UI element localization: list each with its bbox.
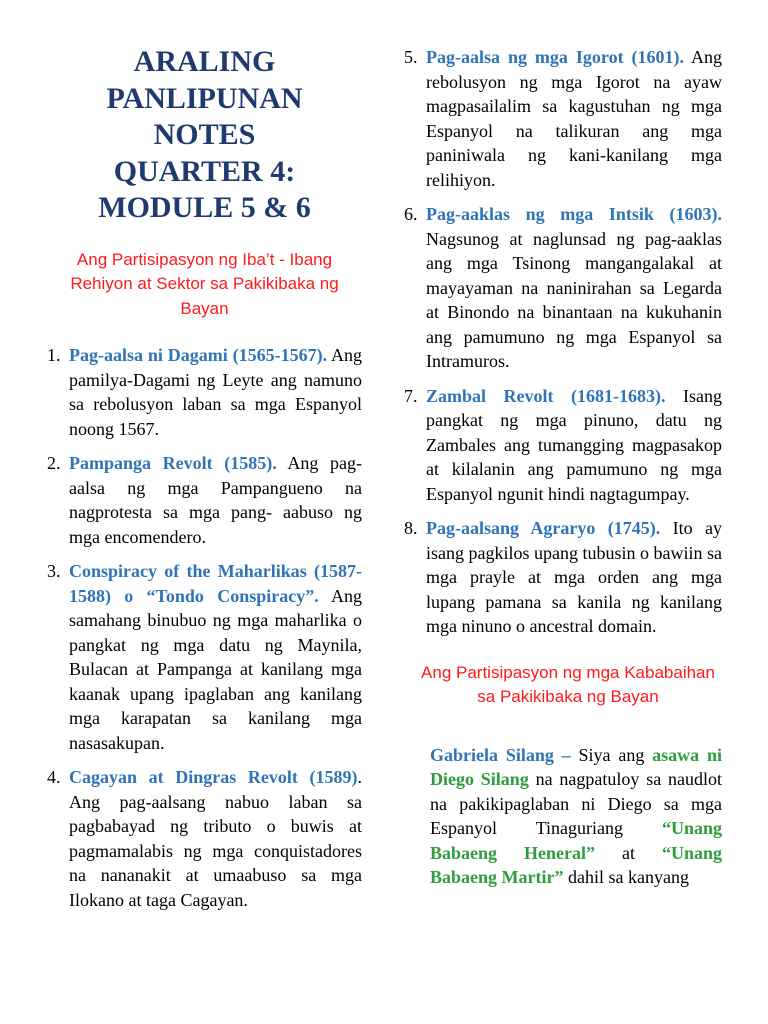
title-line: QUARTER 4:: [113, 154, 296, 188]
item-number: 5.: [404, 47, 418, 67]
item-number: 2.: [47, 453, 61, 473]
revolt-list-right: [404, 45, 722, 639]
section-heading-women: Ang Partisipasyon ng mga Kababaihan sa Pakikibaka ng Bayan: [421, 662, 715, 706]
bio-text: dahil sa kanyang: [563, 867, 689, 887]
list-item: [47, 451, 362, 549]
title-line: ARALING: [133, 45, 276, 78]
bio-text: na nagpatuloy sa naudlot na pakikipaglaban ni Diego sa mga Espanyol Tinaguriang: [430, 769, 722, 838]
item-title: Pag-aalsa ni Dagami (1565-1567).: [69, 345, 328, 365]
list-item: [404, 45, 722, 192]
gabriela-silang-paragraph: [430, 743, 722, 890]
item-text: Ang samahang binubuo ng mga maharlika o pangkat ng mga datu ng Maynila, Bulacan at Pampanga at kanilang mga kaanak upang ipaglaban ang kanilang mga karapatan sa kanilang mga nasasakupan.: [69, 585, 363, 753]
bio-text: Siya ang: [570, 744, 653, 765]
item-text: . Ang pag-aalsang nabuo laban sa pagbabayad ng tributo o buwis at pagmamalabis ng mga conquistadores na nananakit at umaabuso sa mga Ilokano at taga Cagayan.: [69, 767, 362, 910]
item-title: Pag-aaklas ng mga Intsik (1603).: [426, 204, 722, 224]
title-line: PANLIPUNAN: [106, 81, 303, 115]
right-column: [404, 0, 722, 890]
item-text: Ang pamilya-Dagami ng Leyte ang namuno sa rebolusyon laban sa mga Espanyol noong 1567.: [69, 345, 362, 439]
item-text: Ito ay isang pagkilos upang tubusin o bawiin sa mga prayle at mga orden ang mga lupang pamana sa kanila ng kanilang mga ninuno o ancestral domain.: [426, 518, 722, 636]
list-item: [404, 202, 722, 374]
item-number: 7.: [404, 385, 418, 406]
item-number: 1.: [47, 345, 61, 365]
item-text: Ang pag-aalsa ng mga Pampangueno na nagprotesta sa mga pang- aabuso ng mga encomendero.: [69, 453, 362, 547]
title-line: MODULE 5 & 6: [98, 191, 311, 224]
item-title: Pampanga Revolt (1585).: [69, 453, 277, 473]
item-text: Isang pangkat ng mga pinuno, datu ng Zambales ang tumangging magpasakop at kilalanin ang pamumuno ng mga Espanyol ngunit hindi nagtagumpay.: [426, 385, 722, 504]
list-item: [47, 343, 362, 441]
item-number: 6.: [404, 204, 418, 224]
item-number: 4.: [47, 767, 61, 787]
revolt-list-left: [47, 343, 362, 912]
left-column: [47, 0, 362, 922]
item-text: Nagsunog at naglunsad ng pag-aaklas ang mga Tsinong mangangalakal at mayayaman na naninirahan sa Legarda at Binondo na binantaan na kukuhanin ang pamumuno ng mga Espanyol sa Intramuros.: [426, 228, 722, 371]
item-title: Pag-aalsa ng mga Igorot (1601).: [426, 47, 685, 67]
item-number: 8.: [404, 518, 418, 538]
list-item: [404, 384, 722, 507]
item-text: Ang rebolusyon ng mga Igorot na ayaw magpasailalim sa kagustuhan ng mga Espanyol na talikuran ang mga paniniwala ng kani-kanilang mga relihiyon.: [426, 47, 722, 190]
item-title: Pag-aalsang Agraryo (1745).: [426, 518, 661, 538]
page-title: [47, 44, 362, 227]
bio-highlight: asawa ni Diego Silang: [430, 744, 722, 789]
list-item: [404, 516, 722, 639]
item-title: Cagayan at Dingras Revolt (1589): [69, 767, 358, 787]
bio-highlight: “Unang Babaeng Heneral”: [430, 818, 722, 863]
bio-text: at: [595, 842, 662, 863]
title-line: NOTES: [153, 118, 256, 151]
person-name: Gabriela Silang –: [430, 744, 571, 765]
list-item: [47, 559, 362, 755]
bio-highlight: “Unang Babaeng Martir”: [430, 842, 723, 887]
list-item: [47, 765, 362, 912]
item-title: Conspiracy of the Maharlikas (1587-1588) o “Tondo Conspiracy”.: [69, 561, 362, 606]
item-number: 3.: [47, 561, 61, 581]
item-title: Zambal Revolt (1681-1683).: [426, 385, 666, 406]
section-heading-regions: Ang Partisipasyon ng Iba’t - Ibang Rehiyon at Sektor sa Pakikibaka ng Bayan: [70, 249, 339, 318]
